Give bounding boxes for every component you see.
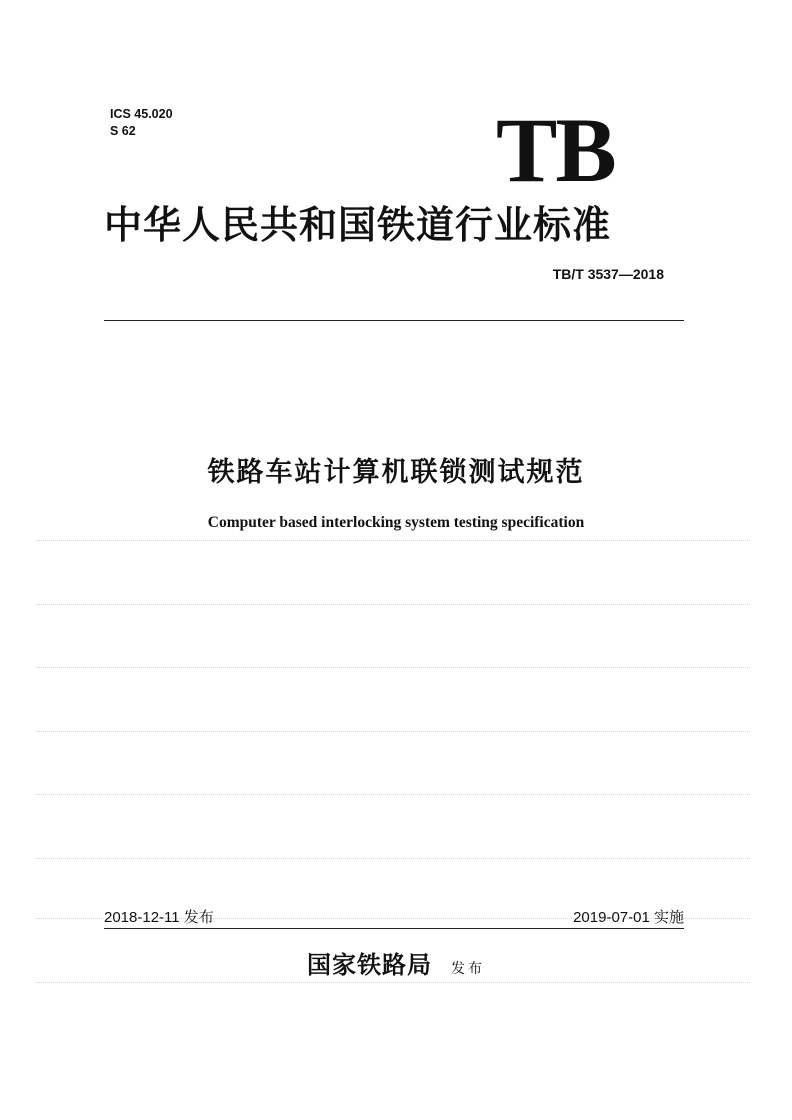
implementation-date: 2019-07-01 实施 xyxy=(573,909,684,926)
top-divider xyxy=(104,320,684,321)
issuer-name: 国家铁路局 xyxy=(306,950,432,979)
issue-date: 2018-12-11 发布 xyxy=(104,909,214,926)
faint-dotted-line xyxy=(36,794,750,795)
faint-dotted-line xyxy=(36,982,750,983)
standard-number: TB/T 3537—2018 xyxy=(552,266,664,282)
tb-logo: TB xyxy=(496,99,615,201)
document-title-chinese: 铁路车站计算机联锁测试规范 xyxy=(207,457,585,488)
date-divider xyxy=(104,928,684,929)
ics-code: ICS 45.020 xyxy=(110,107,173,121)
faint-dotted-line xyxy=(36,540,750,541)
document-title-english: Computer based interlocking system testing specification xyxy=(207,514,585,531)
standard-type-title: 中华人民共和国铁道行业标准 xyxy=(104,203,612,247)
issuer-verb: 发布 xyxy=(451,961,486,977)
faint-dotted-line xyxy=(36,667,750,668)
ccs-code: S 62 xyxy=(110,124,136,138)
faint-dotted-line xyxy=(36,858,750,859)
classification-codes xyxy=(110,106,173,140)
faint-dotted-line xyxy=(36,731,750,732)
faint-dotted-line xyxy=(36,604,750,605)
issuer-line xyxy=(0,945,792,980)
